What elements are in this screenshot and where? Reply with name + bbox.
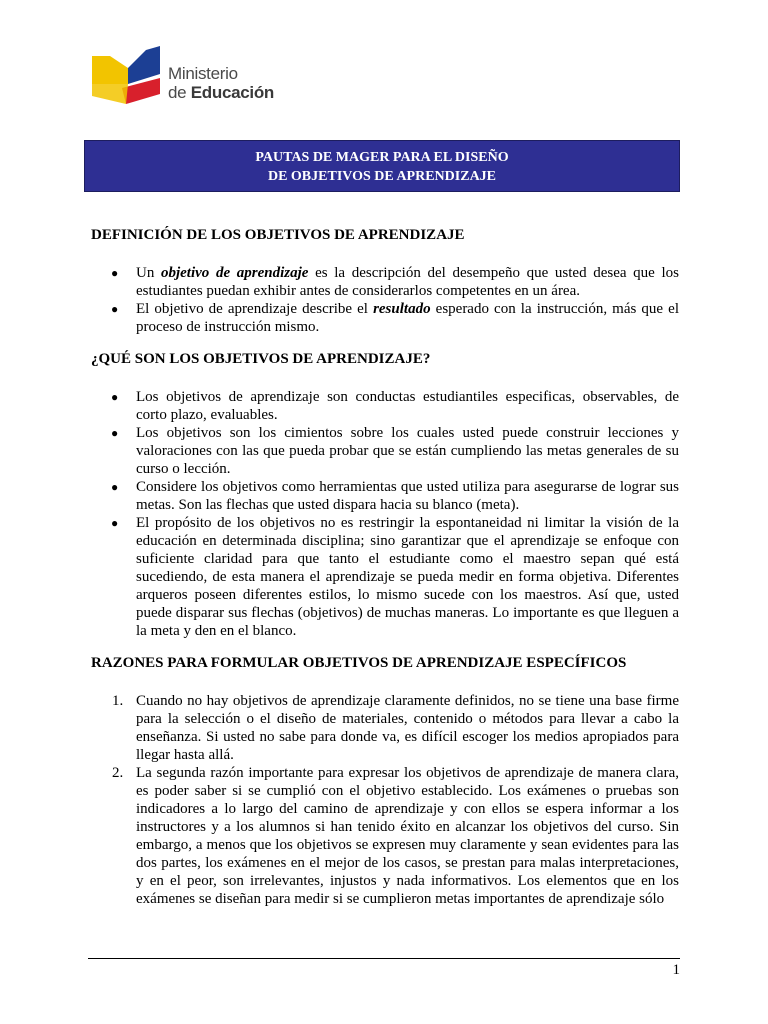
item-text: Cuando no hay objetivos de aprendizaje claramente definidos, no se tiene una base firme para la selección o el diseño de materiales, contenido o métodos para llevar a cabo la enseñanza. Si usted no sabe para donde va, es difícil escoger los medios apropiados para llegar hasta allá. [136, 693, 679, 763]
logo-line1: Ministerio [168, 64, 238, 83]
title-line1: PAUTAS DE MAGER PARA EL DISEÑO [255, 150, 509, 165]
document-title-box [84, 140, 680, 192]
bullet-icon: ● [111, 516, 119, 530]
ministerio-emblem-icon [88, 44, 166, 108]
section2-list [91, 388, 679, 640]
logo-line2-bold: Educación [190, 83, 274, 102]
item-text: es la descripción del desempeño que usted desea que los estudiantes puedan exhibir antes de considerarlos competentes en un área. [136, 265, 679, 299]
section1-list [91, 264, 679, 336]
bullet-icon: ● [111, 480, 119, 494]
document-body [91, 226, 679, 908]
list-item [91, 764, 679, 908]
section1-heading: DEFINICIÓN DE LOS OBJETIVOS DE APRENDIZAJE [91, 227, 465, 243]
logo-line2 [168, 83, 274, 102]
item-emphasis: objetivo de aprendizaje [160, 265, 309, 281]
list-item [91, 478, 679, 514]
item-text: Los objetivos son los cimientos sobre los cuales usted puede construir lecciones y valoraciones con las que pueda probar que se están cumpliendo las metas generales de su curso o lección. [136, 425, 679, 477]
ministerio-logo [88, 44, 288, 108]
logo-line2-prefix: de [168, 83, 191, 102]
ministerio-wordmark [168, 64, 274, 102]
list-item [91, 300, 679, 336]
item-text: Considere los objetivos como herramientas que usted utiliza para asegurarse de lograr sus metas. Son las flechas que usted dispara hacia su blanco (meta). [136, 479, 679, 513]
list-item [91, 388, 679, 424]
section3-heading: RAZONES PARA FORMULAR OBJETIVOS DE APRENDIZAJE ESPECÍFICOS [91, 655, 627, 671]
item-text: El propósito de los objetivos no es restringir la espontaneidad ni limitar la visión de la educación en determinada disciplina; sino garantizar que el aprendizaje se enfoque con suficiente claridad para que tanto el estudiante como el maestro sepan qué está sucediendo, de esta manera el aprendizaje se pueda medir en forma objetiva. Diferentes arqueros poseen diferentes estilos, lo mismo sucede con los maestros. Así que, usted puede disparar sus flechas (objetivos) de muchas maneras. Lo importante es que lleguen a la meta y den en el blanco. [136, 515, 679, 639]
item-text: La segunda razón importante para expresar los objetivos de aprendizaje de manera clara, es poder saber si se cumplió con el objetivo establecido. Los exámenes o pruebas son indicadores a lo largo del camino de aprendizaje y con ellos se espera informar a los instructores y a los alumnos si han tenido éxito en alcanzar los objetivos del curso. Sin embargo, a menos que los objetivos se expresen muy claramente y sean evidentes para las dos partes, los exámenes en el mejor de los casos, se prestan para malas interpretaciones, y en el peor, son irrelevantes, injustos y nada informativos. Los elementos que en los exámenes se diseñan para medir si se cumplieron metas importantes de aprendizaje sólo [136, 765, 679, 907]
footer-divider [88, 958, 680, 959]
bullet-icon: ● [111, 426, 119, 440]
bullet-icon: ● [111, 390, 119, 404]
list-item [91, 514, 679, 640]
item-emphasis: resultado [373, 301, 431, 317]
item-text: El objetivo de aprendizaje describe el [136, 301, 374, 317]
title-line2: DE OBJETIVOS DE APRENDIZAJE [267, 169, 497, 184]
page-number: 1 [672, 962, 680, 978]
item-text: Un [136, 265, 161, 281]
list-number: 1. [112, 693, 124, 709]
section2-heading: ¿QUÉ SON LOS OBJETIVOS DE APRENDIZAJE? [91, 351, 431, 367]
list-item [91, 424, 679, 478]
item-text: esperado con la instrucción, más que el proceso de instrucción mismo. [136, 301, 679, 335]
list-number: 2. [112, 765, 124, 781]
bullet-icon: ● [111, 266, 119, 280]
list-item [91, 692, 679, 764]
list-item [91, 264, 679, 300]
section3-list [91, 692, 679, 908]
item-text: Los objetivos de aprendizaje son conductas estudiantiles especificas, observables, de corto plazo, evaluables. [136, 389, 679, 423]
bullet-icon: ● [111, 302, 119, 316]
